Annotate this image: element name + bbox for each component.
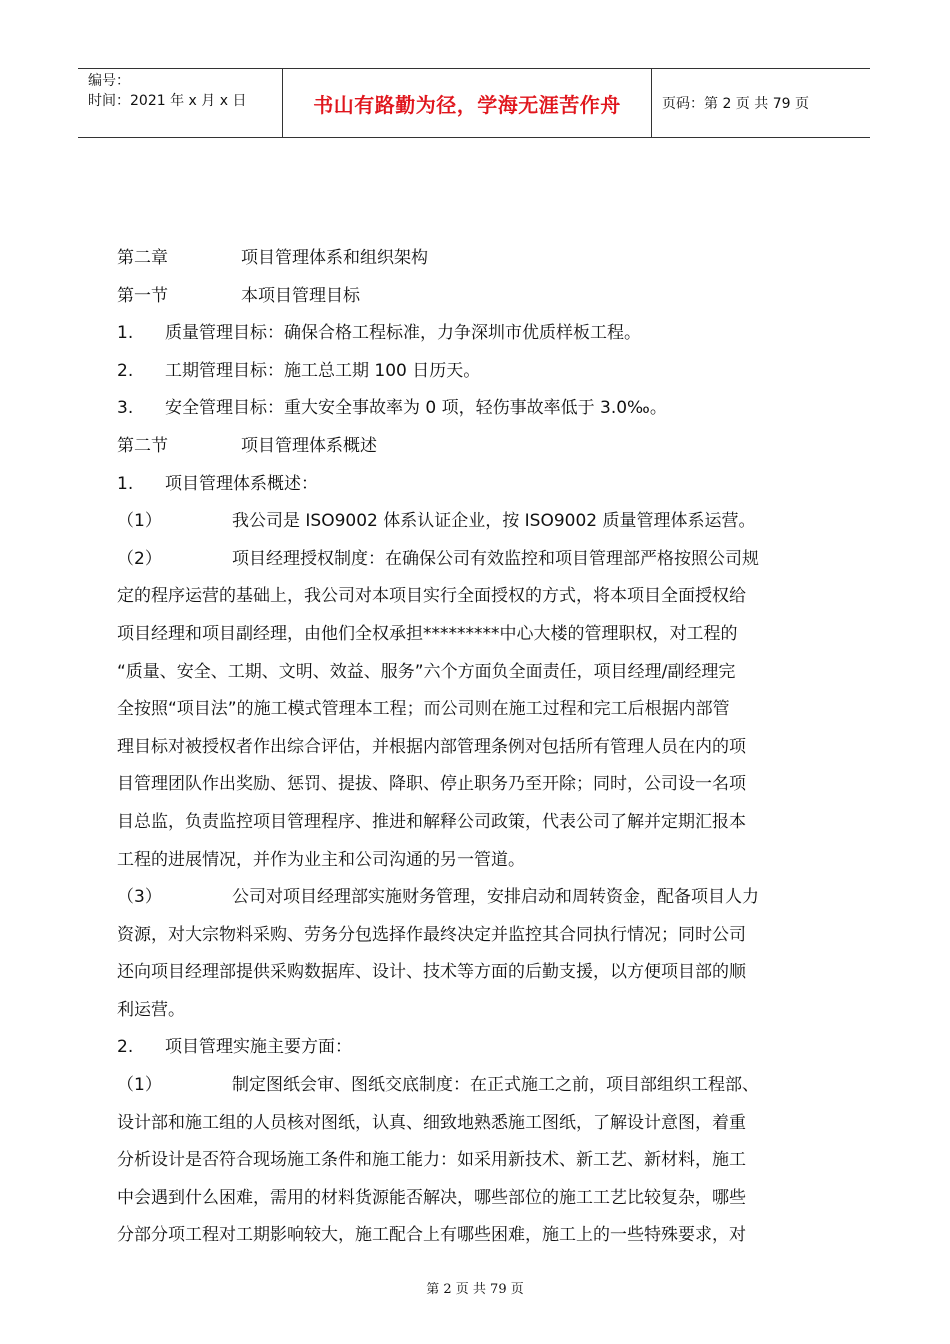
chapter-label: 第二章 xyxy=(117,248,168,268)
goal-text: 质量管理目标：确保合格工程标准，力争深圳市优质样板工程。 xyxy=(165,323,641,344)
paragraph-2-1-line: 设计部和施工组的人员核对图纸，认真、细致地熟悉施工图纸，了解设计意图，着重 xyxy=(117,1112,746,1133)
header-page-label: 页码：第 2 页 共 79 页 xyxy=(662,96,809,112)
chapter-heading xyxy=(117,240,835,278)
numbered-item-1 xyxy=(117,466,835,504)
section-title: 项目管理体系概述 xyxy=(241,435,377,456)
paragraph-2-1-line: 中会遇到什么困难，需用的材料货源能否解决，哪些部位的施工工艺比较复杂，哪些 xyxy=(117,1187,746,1208)
paragraph-1-3-line: 资源，对大宗物料采购、劳务分包选择作最终决定并监控其合同执行情况；同时公司 xyxy=(117,924,746,945)
paragraph-1-3-line: 还向项目经理部提供采购数据库、设计、技术等方面的后勤支援，以方便项目部的顺 xyxy=(117,962,746,983)
paragraph-1-2-line: 目总监，负责监控项目管理程序、推进和解释公司政策，代表公司了解并定期汇报本 xyxy=(117,811,746,832)
paragraph-2-1-line: 分部分项工程对工期影响较大，施工配合上有哪些困难，施工上的一些特殊要求，对 xyxy=(117,1225,746,1246)
numbered-item-2 xyxy=(117,1029,835,1067)
time-label: 时间：2021 年 x 月 x 日 xyxy=(88,93,247,109)
paragraph-number: （1） xyxy=(117,1075,162,1096)
goal-number: 1. xyxy=(117,323,134,344)
paragraph-text: 制定图纸会审、图纸交底制度：在正式施工之前，项目部组织工程部、 xyxy=(232,1075,759,1096)
paragraph-1-2-line: 工程的进展情况，并作为业主和公司沟通的另一管道。 xyxy=(117,849,525,870)
paragraph-2-1-line xyxy=(117,1067,835,1105)
paragraph-1-2-line: “质量、安全、工期、文明、效益、服务”六个方面负全面责任，项目经理/副经理完 xyxy=(117,661,736,682)
section-heading-1 xyxy=(117,278,835,316)
header-meta xyxy=(78,69,282,137)
paragraph-text: 项目经理授权制度：在确保公司有效监控和项目管理部严格按照公司规 xyxy=(232,548,759,569)
goal-number: 3. xyxy=(117,398,134,419)
section-heading-2 xyxy=(117,428,835,466)
paragraph-text: 我公司是 ISO9002 体系认证企业，按 ISO9002 质量管理体系运营。 xyxy=(232,511,756,532)
number-label: 编号： xyxy=(88,73,130,89)
item-text: 项目管理实施主要方面： xyxy=(165,1037,352,1058)
section-title: 本项目管理目标 xyxy=(241,285,360,306)
paragraph-text: 公司对项目经理部实施财务管理，安排启动和周转资金，配备项目人力 xyxy=(232,887,759,908)
goal-item-1 xyxy=(117,315,835,353)
item-number: 1. xyxy=(117,473,134,494)
section-label: 第二节 xyxy=(117,435,168,456)
goal-item-2 xyxy=(117,353,835,391)
goal-item-3 xyxy=(117,390,835,428)
paragraph-1-2-line: 项目经理和项目副经理，由他们全权承担*********中心大楼的管理职权，对工程的 xyxy=(117,623,738,644)
goal-number: 2. xyxy=(117,360,134,381)
goal-text: 工期管理目标：施工总工期 100 日历天。 xyxy=(165,360,481,381)
paragraph-1-1 xyxy=(117,503,835,541)
paragraph-1-2-line xyxy=(117,541,835,579)
paragraph-1-3-line: 利运营。 xyxy=(117,999,185,1020)
paragraph-2-1-line: 分析设计是否符合现场施工条件和施工能力：如采用新技术、新工艺、新材料，施工 xyxy=(117,1150,746,1171)
item-number: 2. xyxy=(117,1037,134,1058)
paragraph-1-3-line xyxy=(117,879,835,917)
page-footer: 第 2 页 共 79 页 xyxy=(426,1282,524,1297)
paragraph-number: （3） xyxy=(117,887,162,908)
paragraph-number: （1） xyxy=(117,511,162,532)
paragraph-1-2-line: 理目标对被授权者作出综合评估，并根据内部管理条例对包括所有管理人员在内的项 xyxy=(117,736,746,757)
paragraph-number: （2） xyxy=(117,548,162,569)
paragraph-1-2-line: 全按照“项目法”的施工模式管理本工程；而公司则在施工过程和完工后根据内部管 xyxy=(117,699,730,720)
header-motto: 书山有路勤为径，学海无涯苦作舟 xyxy=(282,69,652,137)
chapter-title: 项目管理体系和组织架构 xyxy=(241,248,428,268)
item-text: 项目管理体系概述： xyxy=(165,473,318,494)
section-label: 第一节 xyxy=(117,285,168,306)
document-body xyxy=(117,240,835,1255)
goal-text: 安全管理目标：重大安全事故率为 0 项，轻伤事故率低于 3.0‰。 xyxy=(165,398,667,419)
paragraph-1-2-line: 定的程序运营的基础上，我公司对本项目实行全面授权的方式，将本项目全面授权给 xyxy=(117,586,746,607)
paragraph-1-2-line: 目管理团队作出奖励、惩罚、提拔、降职、停止职务乃至开除；同时，公司设一名项 xyxy=(117,774,746,795)
document-header xyxy=(78,68,870,138)
